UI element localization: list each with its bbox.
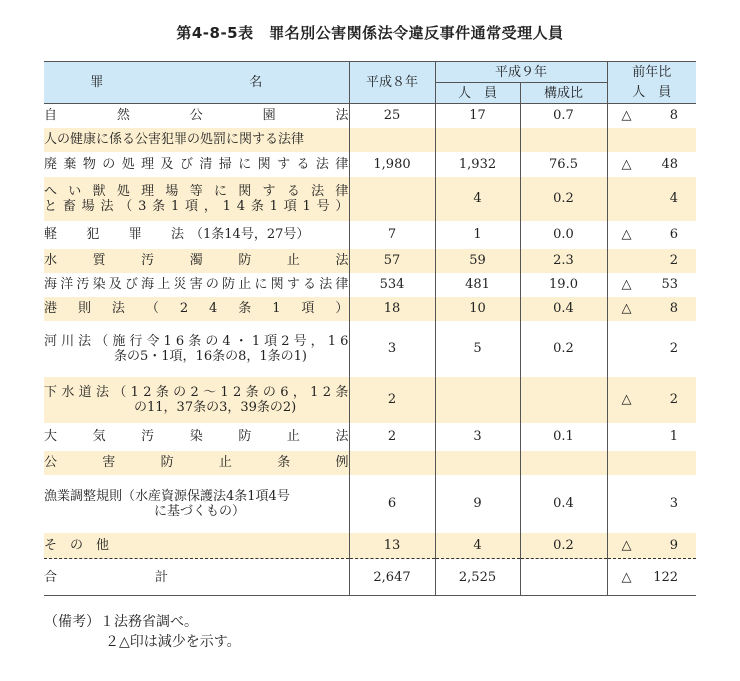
name-char: 自 (44, 108, 58, 124)
name-char: 4 (209, 301, 218, 316)
cell-ratio (520, 128, 607, 152)
name-char: 6 (175, 333, 185, 349)
cell-ratio: 0.2 (520, 177, 607, 221)
name-char: ） (335, 198, 349, 214)
name-char: す (262, 183, 276, 199)
header-h9: 平成９年 (435, 62, 607, 83)
name-char: 掃 (218, 156, 232, 172)
cell-h8: 25 (349, 104, 435, 128)
cell-h8: 18 (349, 297, 435, 321)
cell-change: 3 (669, 496, 679, 511)
row-name-sub: （1条14号，27号） (190, 227, 310, 242)
cell-change: 6 (669, 227, 679, 242)
name-char: ・ (234, 333, 248, 349)
header-prev-people: 人 員 (607, 83, 696, 104)
name-char: 1 (130, 384, 139, 400)
name-char: （ (119, 198, 133, 214)
name-char: 理 (141, 183, 155, 199)
table-row (44, 451, 696, 475)
name-char: 大 (44, 429, 58, 444)
name-char: ） (335, 301, 349, 316)
name-char: す (286, 277, 300, 292)
name-char: 止 (238, 277, 252, 292)
name-char: 染 (92, 277, 106, 292)
row-name (44, 157, 349, 172)
cell-h8: 7 (349, 221, 435, 249)
name-char: 律 (335, 156, 349, 172)
name-char: へ (44, 183, 58, 199)
cell-ratio: 0.2 (520, 533, 607, 559)
name-char: 2 (281, 333, 290, 349)
name-char: 河 (44, 333, 58, 349)
header-offense: 罪 名 (44, 62, 349, 104)
name-char: 則 (77, 301, 91, 316)
table-row (44, 297, 696, 321)
name-char: 海 (141, 277, 155, 292)
name-char: 犯 (86, 227, 100, 242)
row-name-line2 (44, 199, 349, 214)
cell-h8: 6 (349, 475, 435, 533)
name-char: 法 (335, 253, 349, 268)
name-char: 汚 (141, 429, 155, 444)
name-char: 条 (188, 333, 202, 349)
name-char: 洋 (60, 277, 74, 292)
name-char: と (44, 198, 58, 214)
cell-change: 4 (669, 191, 679, 206)
name-char: 畜 (62, 198, 76, 214)
name-char: 項 (301, 301, 315, 316)
cell-h9: 1 (435, 221, 520, 249)
name-char: 項 (264, 333, 278, 349)
row-name (44, 227, 184, 242)
cell-h8 (349, 177, 435, 221)
total-row (44, 559, 696, 596)
cell-change: 8 (669, 108, 679, 124)
name-char: 1 (310, 384, 319, 400)
decrease-mark: △ (621, 108, 632, 124)
cell-h9 (435, 128, 520, 152)
cell-h9: 4 (435, 177, 520, 221)
name-char: 防 (238, 429, 252, 444)
table-row (44, 273, 696, 297)
name-char: 法 (335, 108, 349, 124)
name-char: （ (95, 333, 109, 349)
name-char: に (238, 156, 252, 172)
name-char: 処 (121, 156, 135, 172)
cell-ratio (520, 377, 607, 423)
cell-h9: 4 (435, 533, 520, 559)
name-char: 防 (222, 277, 236, 292)
cell-ratio: 0.1 (520, 423, 607, 451)
row-name-line2: に基づくもの） (154, 503, 246, 519)
name-char: 獣 (92, 183, 106, 199)
name-char: 止 (286, 253, 300, 268)
name-char: 災 (173, 277, 187, 292)
name-char: の (173, 384, 187, 400)
name-char: 法 (319, 277, 333, 292)
name-char: る (296, 156, 310, 172)
cell-h9: 481 (435, 273, 520, 297)
name-char: （ (113, 384, 127, 400)
name-char: 条 (238, 301, 252, 316)
name-char: 濁 (189, 253, 203, 268)
name-char: 川 (61, 333, 75, 349)
notes (44, 612, 241, 652)
cell-change: 1 (669, 429, 679, 444)
name-char: 律 (335, 277, 349, 292)
name-char: 染 (189, 429, 203, 444)
row-name-line1 (44, 334, 349, 349)
cell-h9: 10 (435, 297, 520, 321)
cell-h9: 1,932 (435, 152, 520, 177)
name-char: 令 (146, 333, 160, 349)
cell-h9: 17 (435, 104, 520, 128)
name-char: 法 (335, 429, 349, 444)
cell-ratio: 19.0 (520, 273, 607, 297)
decrease-mark: △ (621, 301, 632, 316)
name-char: 害 (189, 277, 203, 292)
name-char: 理 (141, 156, 155, 172)
row-name (44, 108, 349, 123)
name-char: 公 (189, 108, 203, 124)
name-char: 止 (286, 429, 300, 444)
table-row (44, 475, 696, 533)
name-char: 条 (155, 384, 169, 400)
name-char: 2 (233, 384, 242, 400)
name-char: 及 (108, 277, 122, 292)
cell-h9 (435, 377, 520, 423)
name-char: 1 (269, 198, 278, 214)
cell-change: 2 (669, 253, 679, 268)
page-title: 第4-8-5表 罪名別公害関係法令違反事件通常受理人員 (176, 24, 564, 42)
table-row (44, 152, 696, 177)
name-char: （ (145, 301, 159, 316)
name-char: 水 (61, 384, 75, 400)
name-char: る (286, 183, 300, 199)
row-name (44, 429, 349, 444)
row-name (44, 455, 349, 470)
cell-h8: 2 (349, 423, 435, 451)
name-char: 場 (81, 198, 95, 214)
row-name (44, 277, 349, 292)
name-char: 関 (257, 156, 271, 172)
cell-ratio: 0.0 (520, 221, 607, 249)
cell-ratio: 76.5 (520, 152, 607, 177)
name-char: 号 (293, 333, 307, 349)
cell-h8: 2 (349, 377, 435, 423)
name-char: 1 (170, 198, 180, 214)
name-char: 及 (160, 156, 174, 172)
table-row (44, 128, 696, 152)
cell-h8 (349, 128, 435, 152)
cell-change: 2 (669, 341, 679, 356)
row-name: そ の 他 (44, 533, 349, 559)
table-row (44, 221, 696, 249)
name-char: 6 (340, 333, 349, 349)
total-h9: 2,525 (435, 559, 520, 596)
name-char: 法 (95, 384, 109, 400)
name-char: 汚 (76, 277, 90, 292)
name-char: 質 (92, 253, 106, 268)
name-char: ～ (203, 384, 217, 400)
cell-h8 (349, 451, 435, 475)
table-row (44, 321, 696, 377)
cell-h8: 57 (349, 249, 435, 273)
name-char: 3 (138, 198, 147, 214)
name-char: 海 (44, 277, 58, 292)
cell-change: 48 (661, 156, 679, 172)
name-char: 下 (44, 384, 58, 400)
name-char: 4 (222, 333, 231, 349)
name-char: 気 (92, 429, 106, 444)
name-char: 法 (111, 301, 125, 316)
total-ratio (520, 559, 607, 596)
name-char: 1 (222, 198, 231, 214)
name-char: び (179, 156, 193, 172)
total-label: 合 計 (44, 569, 193, 585)
name-char: 例 (335, 455, 349, 470)
name-char: ， (292, 384, 306, 400)
name-char: び (124, 277, 138, 292)
table-row (44, 377, 696, 423)
row-name (44, 253, 349, 268)
cell-h9: 5 (435, 321, 520, 377)
name-char: の (102, 156, 116, 172)
name-char: 止 (218, 455, 232, 470)
name-char: 号 (316, 198, 330, 214)
name-char: 2 (143, 384, 152, 400)
cell-ratio: 2.3 (520, 249, 607, 273)
name-char: 1 (327, 333, 337, 349)
row-name-line2: 条の5・1項，16条の8，1条の1) (114, 348, 307, 364)
name-char: 6 (280, 384, 289, 400)
header-h9-ratio: 構成比 (520, 83, 607, 104)
name-char: 法 (311, 183, 325, 199)
row-name (44, 301, 349, 316)
cell-ratio (520, 451, 607, 475)
name-char: 条 (250, 198, 264, 214)
cell-h8: 1,980 (349, 152, 435, 177)
name-char: 1 (272, 301, 281, 316)
name-char: 場 (165, 183, 179, 199)
table-row (44, 177, 696, 221)
name-char: 法 (100, 198, 114, 214)
cell-ratio: 0.4 (520, 475, 607, 533)
name-char: 1 (302, 198, 311, 214)
name-char: 2 (322, 384, 332, 400)
decrease-mark: △ (621, 537, 632, 553)
row-name: 人の健康に係る公害犯罪の処罰に関する法律 (44, 128, 349, 152)
name-char: 園 (262, 108, 276, 124)
name-char: 1 (220, 384, 229, 400)
cell-ratio: 0.4 (520, 297, 607, 321)
table-row (44, 533, 696, 559)
name-char: 条 (152, 198, 166, 214)
row-name-line1 (44, 385, 349, 400)
header-h9-people: 人 員 (435, 83, 520, 104)
cell-ratio: 0.2 (520, 321, 607, 377)
cell-h9 (435, 451, 520, 475)
name-char: 等 (189, 183, 203, 199)
name-char: 項 (283, 198, 297, 214)
name-char: 関 (270, 277, 284, 292)
name-char: 2 (179, 301, 189, 316)
row-name-line1 (44, 184, 349, 199)
name-char: 清 (199, 156, 213, 172)
name-char: 2 (190, 384, 199, 400)
name-char: 条 (245, 384, 259, 400)
name-char: 法 (315, 156, 329, 172)
cell-change: 9 (669, 537, 679, 553)
table-row (44, 104, 696, 128)
table-row (44, 423, 696, 451)
decrease-mark: △ (621, 277, 632, 292)
name-char: ， (203, 198, 217, 214)
name-char: に (213, 183, 227, 199)
name-char: 条 (277, 455, 291, 470)
name-char: 棄 (63, 156, 77, 172)
name-char: 法 (78, 333, 92, 349)
name-char: 施 (112, 333, 126, 349)
name-char: 1 (251, 333, 261, 349)
name-char: 廃 (44, 156, 58, 172)
name-char: ， (310, 333, 324, 349)
table-row (44, 249, 696, 273)
name-char: 行 (129, 333, 143, 349)
name-char: す (277, 156, 291, 172)
name-char: 物 (82, 156, 96, 172)
name-char: 上 (157, 277, 171, 292)
name-char: 汚 (141, 253, 155, 268)
name-char: に (254, 277, 268, 292)
row-name-line1: 漁業調整規則（水産資源保護法4条1項4号 (44, 488, 290, 504)
name-char: 律 (335, 183, 349, 199)
total-change: 122 (653, 569, 679, 585)
name-char: 防 (160, 455, 174, 470)
decrease-mark: △ (621, 227, 632, 242)
name-char: 罪 (128, 227, 142, 242)
name-char: 公 (44, 455, 58, 470)
decrease-mark: △ (621, 569, 632, 585)
decrease-mark: △ (621, 156, 632, 172)
cell-change: 53 (661, 277, 679, 292)
cell-ratio: 0.7 (520, 104, 607, 128)
offense-table (44, 61, 696, 596)
cell-h8: 3 (349, 321, 435, 377)
cell-change: 8 (669, 301, 679, 316)
name-char: 然 (116, 108, 130, 124)
name-char: 4 (236, 198, 246, 214)
name-char: 害 (102, 455, 116, 470)
cell-change: 2 (669, 392, 679, 407)
note-line-2: ２△印は減少を示す。 (105, 634, 241, 650)
row-name-line2: の11，37条の3，39条の2) (134, 399, 297, 415)
name-char: 防 (238, 253, 252, 268)
name-char: 処 (116, 183, 130, 199)
name-char: の (205, 333, 219, 349)
name-char: 水 (44, 253, 58, 268)
name-char: 項 (185, 198, 199, 214)
header-h8: 平成８年 (349, 62, 435, 104)
name-char: 道 (78, 384, 92, 400)
name-char: 港 (44, 301, 58, 316)
name-char: の (205, 277, 219, 292)
name-char: の (262, 384, 276, 400)
name-char: 法 (170, 227, 184, 242)
header-prev-year: 前年比 (607, 62, 696, 83)
cell-h8: 534 (349, 273, 435, 297)
name-char: る (303, 277, 317, 292)
decrease-mark: △ (621, 392, 632, 407)
name-char: 条 (335, 384, 349, 400)
note-line-1: （備考）１法務省調べ。 (44, 614, 198, 630)
cell-h9: 59 (435, 249, 520, 273)
total-h8: 2,647 (349, 559, 435, 596)
name-char: 軽 (44, 227, 58, 242)
cell-h9: 3 (435, 423, 520, 451)
name-char: 関 (238, 183, 252, 199)
name-char: い (68, 183, 82, 199)
cell-h9: 9 (435, 475, 520, 533)
cell-h8: 13 (349, 533, 435, 559)
name-char: 1 (163, 333, 172, 349)
